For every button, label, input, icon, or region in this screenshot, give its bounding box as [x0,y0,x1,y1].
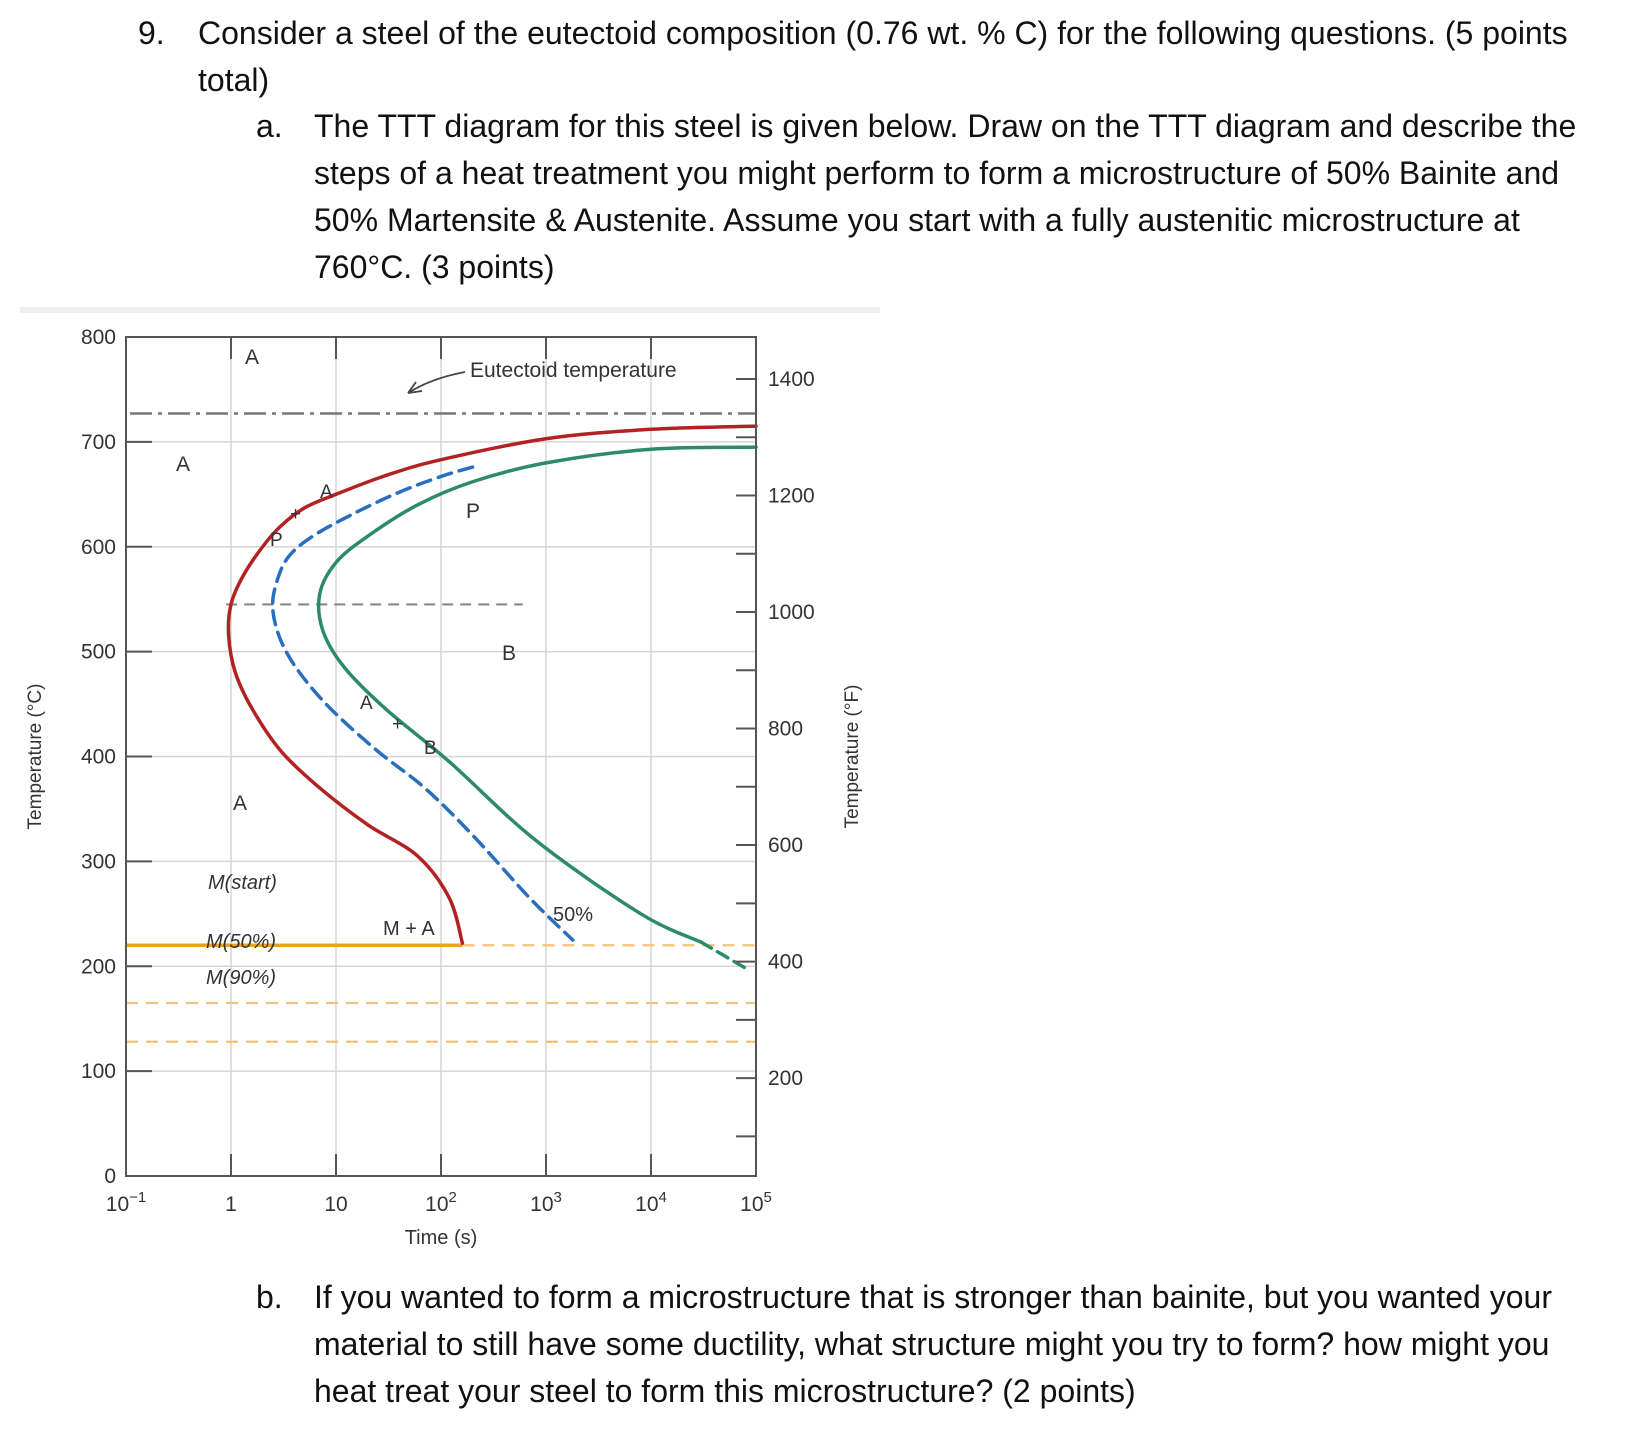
y-right-tick-label: 800 [768,717,804,741]
part-b-text: If you wanted to form a microstructure that is stronger than bainite, but you wanted your material to still have some ductility, what structure might you try to form? how might you heat treat your steel to form this microstructure? (2 points) [314,1279,1552,1409]
eutectoid-arrowhead [408,382,422,393]
a-plus-b-a-label: A [360,693,373,714]
y-right-axis-title: Temperature (°F) [842,684,863,829]
y-tick-label: 500 [80,640,116,664]
x-tick-exponent: 2 [448,1189,457,1206]
y-tick-label: 800 [80,326,116,349]
x-tick-exponent: −1 [129,1189,147,1206]
m90-label: M(90%) [206,967,277,989]
x-tick-exponent: 3 [553,1189,562,1206]
question-9-text: Consider a steel of the eutectoid composition (0.76 wt. % C) for the following questions. (5 points total) [198,15,1568,98]
y-right-tick-label: 1000 [768,601,815,625]
y-tick-label: 200 [80,955,116,979]
x-tick-label: $10^3$ [530,1189,562,1216]
x-axis-title: Time (s) [404,1227,478,1249]
pearlite-label: P [466,500,481,523]
eutectoid-temperature-label: Eutectoid temperature [470,359,677,382]
a-plus-b-plus-label: + [392,714,404,735]
x-tick-exponent: 5 [763,1189,772,1206]
part-a-letter: a. [256,108,283,144]
y-tick-label: 300 [80,850,116,874]
part-b-letter: b. [256,1279,283,1315]
fifty-percent-curve [273,467,573,940]
y-tick-label: 700 [80,430,116,454]
a-plus-p-plus-label: + [290,504,302,525]
y-right-tick-label: 1200 [768,484,815,508]
part-a-text: The TTT diagram for this steel is given below. Draw on the TTT diagram and describe the steps of a heat treatment you might perform to form a microstructure of 50% Bainite and 50% Martensite & Austenite. Assume you start with a fully austenitic microstructure at 760°C. (3 points) [314,108,1577,285]
y-tick-label: 400 [80,745,116,769]
y-right-tick-label: 200 [768,1067,804,1091]
axes [25,326,863,1249]
x-tick-label: $10^2$ [425,1189,457,1216]
a-plus-p-a-label: A [320,482,333,503]
m-start-label: M(start) [208,872,277,894]
y-right-tick-label: 1400 [768,367,815,391]
x-tick-label: 1 [225,1193,237,1216]
x-tick-label: $10^5$ [740,1189,772,1216]
m50-label: M(50%) [206,931,277,953]
transformation-finish-curve [319,447,756,942]
transformation-start-curve [228,426,756,943]
austenite-label-top: A [245,346,260,369]
y-tick-label: 0 [104,1165,116,1188]
y-tick-label: 600 [80,535,116,559]
ttt-diagram [0,300,880,1270]
x-tick-label: $10^{-1}$ [105,1189,147,1216]
x-tick-label: 10 [324,1193,348,1216]
question-9-number: 9. [138,15,165,51]
a-plus-b-b-label: B [424,738,437,759]
bainite-label: B [502,642,517,665]
y-axis-title: Temperature (°C) [25,683,46,830]
austenite-label-low: A [233,792,248,815]
fifty-percent-label: 50% [553,904,594,926]
a-plus-p-p-label: P [270,530,283,551]
y-tick-label: 100 [80,1060,116,1084]
x-tick-label: $10^4$ [635,1189,667,1216]
transformation-curves [228,426,756,968]
m-plus-a-label: M + A [383,918,435,940]
y-right-tick-label: 400 [768,950,804,974]
austenite-label-left: A [176,453,191,476]
y-right-tick-label: 600 [768,834,804,858]
x-tick-exponent: 4 [658,1189,667,1206]
